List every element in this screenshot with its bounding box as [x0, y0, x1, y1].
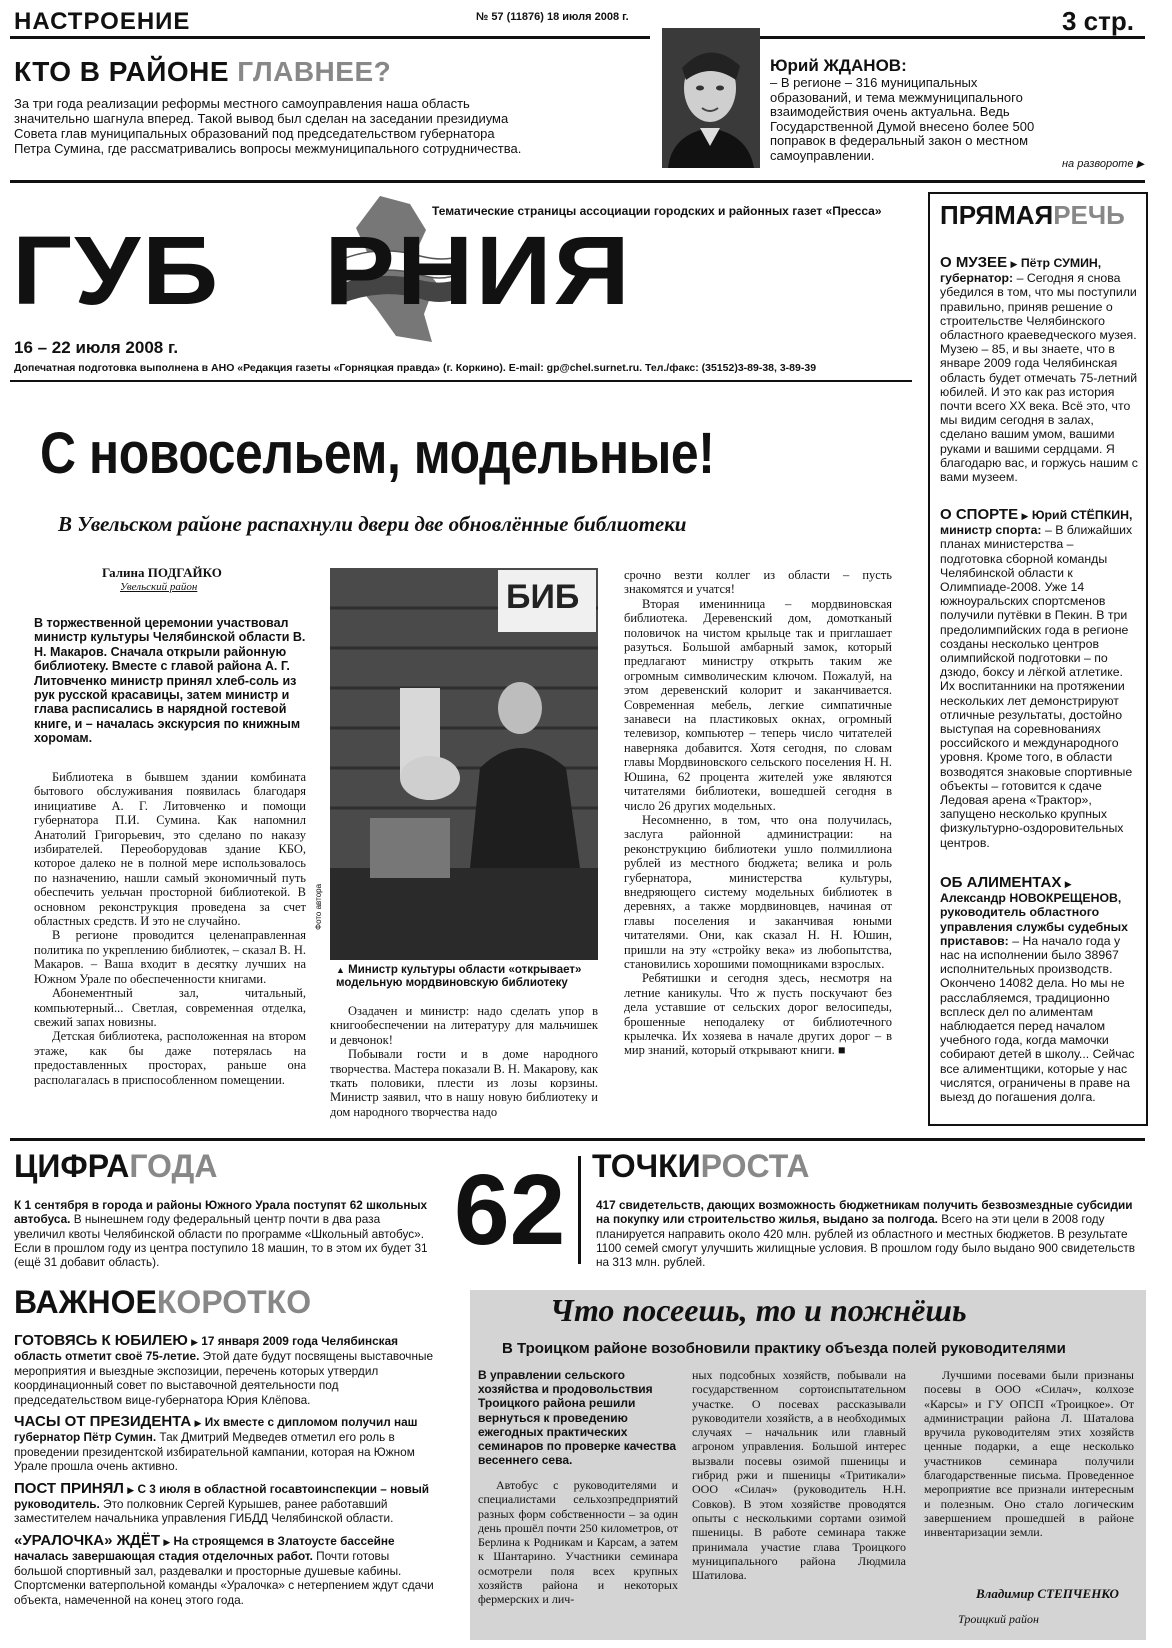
- paragraph: Библиотека в бывшем здании комбината бытового обслуживания появилась благодаря инициативе А. Г. Литовченко и помощи губернатора П.И. Сумина. Как напомнил Анатолий Григорьевич, это сделано по наказу избирателей. Переоборудовав здание КБО, которое далеко не в полной мере использовалось по назначению, нашли самый экономичный путь обеспечить уельчан просторной библиотекой. В основном реконструкция проведена за счет областных средств. И это не случайно.: [34, 770, 306, 929]
- brief-title-part1: ВАЖНОЕ: [14, 1284, 157, 1320]
- masthead-title-part2: РНИЯ: [324, 216, 632, 326]
- caption-text: Министр культуры области «открывает» модельную мордвиновскую библиотеку: [336, 964, 582, 989]
- figure-year-title: [14, 1148, 217, 1185]
- main-subhead: В Увельском районе распахнули двери две обновлённые библиотеки: [58, 512, 687, 536]
- arrow-right-icon: ▶: [1064, 879, 1072, 889]
- section-label: НАСТРОЕНИЕ: [14, 8, 191, 35]
- paragraph: Вторая именинница – мордвиновская библиотека. Деревенский дом, домотканый половичок на чистом крыльце так и приглашает разуться. Большой амбарный замок, который предлагают министру открыть таким же огромным символическим ключом. Пожалуй, на этом деревенский колорит и заканчивается. Современная мебель, легкие симпатичные занавеси на пластиковых окнах, огромный телевизор, компьютер – теперь число читателей наверняка добавится. Хотя сегодня, по словам главы Мордвиновского сельского поселения Н. Н. Юшина, 62 процента жителей уже являются читателями библиотеки, вошедшей сегодня в число 26 других модельных.: [624, 596, 892, 813]
- figure-year-title-part1: ЦИФРА: [14, 1148, 130, 1184]
- growth-title-part2: РОСТА: [700, 1148, 810, 1184]
- masthead-dates: 16 – 22 июля 2008 г.: [14, 338, 179, 357]
- direct-speech-title: [940, 200, 1125, 231]
- article-photo: [330, 568, 598, 960]
- harvest-col1: [478, 1478, 678, 1607]
- figure-year-text: [14, 1198, 434, 1269]
- brief-lead: С 3 июля в областной госавтоинспекции – новый руководитель.: [14, 1481, 430, 1512]
- masthead-credits: Допечатная подготовка выполнена в АНО «Редакция газеты «Горняцкая правда» (г. Коркино). E-mail: gp@chel.surnet.ru. Тел./факс: (35152)3-89-38, 3-89-39: [14, 362, 817, 374]
- speech-item: [940, 876, 1138, 1104]
- brief-head: ЧАСЫ ОТ ПРЕЗИДЕНТА: [14, 1413, 192, 1431]
- author-name: Галина ПОДГАЙКО: [102, 565, 222, 580]
- author-place: Увельский район: [120, 581, 198, 593]
- paragraph: Несомненно, в том, что она получилась, заслуга районной администрации: на реконструкцию библиотеки ушло полмиллиона рублей из местного бюджета; велика и роль губернатора, министерства культуры, внедряющего систему модельных библиотек в деревнях, а также мордвиновцев, начиная от главы поселения и заканчивая юными читателями. Они, как сказал Н. Н. Юшин, пришли на эту «стройку века» из любопытства, становились хорошими помощниками взрослых.: [624, 812, 892, 971]
- paragraph: Побывали гости и в доме народного творчества. Мастера показали В. Н. Макарову, как ткать половики, плести из лозы корзины. Министр заявил, что в нашу новую библиотеку и дом народного творчества надо: [330, 1047, 599, 1119]
- main-col1: [34, 770, 306, 1087]
- arrow-right-icon: ▶: [194, 1418, 202, 1429]
- figure-year-number: 62: [454, 1154, 566, 1266]
- speech-topic: О МУЗЕЕ: [940, 254, 1008, 271]
- growth-text: [596, 1198, 1136, 1269]
- harvest-place: Троицкий район: [958, 1612, 1039, 1626]
- speech-text: – Сегодня я снова убедился в том, что мы поступили правильно, приняв решение о строительстве Челябинского областного краеведческого музея. Музею – 85, и вы знаете, что в январе 2009 года Челябинская область будет отмечать 75-летний юбилей. И это как раз история почти всего XX века. Всё это, что мы видим сегодня в залах, сделано вашим умом, вашими руками и вашими сердцами. Я благодарю вас, и горжусь нашим с вами музеем.: [940, 271, 1138, 485]
- arrow-right-icon: ▶: [1010, 259, 1018, 269]
- top-lead: За три года реализации реформы местного самоуправления наша область значительно шагнула вперед. Такой вывод был сделан на заседании президиума Совета глав муниципальных образований под председательством губернатора Петра Сумина, где рассматривались вопросы межмуниципального сотрудничества.: [14, 96, 522, 156]
- more-link[interactable]: [1062, 158, 1144, 170]
- photo-sign: БИБ: [506, 578, 580, 616]
- brief-head: ПОСТ ПРИНЯЛ: [14, 1479, 124, 1497]
- paragraph: Лучшими посевами были признаны посевы в ООО «Силач», колхозе «Карсы» и ГУ ОПСП «Троицкое». От администрации района Л. Шаталова вручила руководителям этих хозяйств ценные подарки, а еще несколько участников семинара получили благодарственные письма. Проведенное мероприятие все признали интересным и полезным. Оно стало логическим завершением прошедшей в районе инвентаризации земли.: [924, 1368, 1134, 1540]
- main-col2-under: [330, 1004, 598, 1119]
- figure-year-lead: К 1 сентября в города и районы Южного Урала поступят 62 школьных автобуса.: [14, 1198, 428, 1227]
- growth-lead: 417 свидетельств, дающих возможность бюджетникам получить безвозмездные субсидии на покупку или строительство жилья, выдано за полгода.: [596, 1198, 1133, 1227]
- speech-topic: ОБ АЛИМЕНТАХ: [940, 874, 1062, 891]
- direct-speech-box: [928, 192, 1148, 1126]
- quote-name: Юрий ЖДАНОВ:: [770, 56, 907, 75]
- growth-title: [592, 1148, 809, 1185]
- masthead-tagline: Тематические страницы ассоциации городских и районных газет «Пресса»: [432, 204, 882, 218]
- harvest-headline: Что посеешь, то и пожнёшь: [550, 1292, 967, 1328]
- speech-item: [940, 256, 1138, 484]
- paragraph: Абонементный зал, читальный, компьютерный... Светлая, современная отделка, свежий запах новизны.: [34, 986, 306, 1029]
- harvest-author: Владимир СТЕПЧЕНКО: [976, 1586, 1119, 1601]
- speech-topic: О СПОРТЕ: [940, 506, 1019, 523]
- speech-text: – В ближайших планах министерства – подготовка сборной команды Челябинской области к Олимпиаде-2008. Уже 14 южноуральских спортсменов получили путёвки в Пекин. В три предолимпийских года в регионе созданы несколько центров олимпийской подготовки – по дзюдо, боксу и лёгкой атлетике. Их воспитанники на протяжении нескольких лет демонстрируют отличные результаты, достойно выступая на соревнованиях российского и международного уровня. Кроме того, в области возводятся знаковые спортивные объекты – готовится к сдаче Ледовая арена «Трактор», запущено несколько крупных физкультурно-оздоровительных центров.: [940, 523, 1133, 850]
- growth-body: Всего на эти цели в 2008 году планируется направить около 420 млн. рублей из областного и местных бюджетов. В результате 1100 семей смогут улучшить жилищные условия. В прошлом году было выдано 900 свидетельств на 313 млн. рублей.: [596, 1212, 1136, 1270]
- brief-list: [14, 1334, 434, 1607]
- paragraph: Детская библиотека, расположенная на втором этаже, как бы даже потерялась на предоставленных просторах, раньше она располагалась в приспособленном помещении.: [34, 1029, 306, 1087]
- arrow-right-icon: ▶: [191, 1337, 199, 1347]
- paragraph: В регионе проводится целенаправленная политика по укреплению библиотек, – сказал В. Н. Макаров. – Ваша входит в десятку лучших на Южном Урале по обеспеченности книгами.: [34, 928, 306, 986]
- photo-caption: [336, 964, 598, 990]
- speech-who: Пётр СУМИН, губернатор:: [940, 256, 1102, 286]
- arrow-right-icon: ▶: [127, 1484, 135, 1495]
- arrow-right-icon: ▶: [1021, 511, 1029, 521]
- harvest-col2: [692, 1368, 906, 1582]
- brief-lead: 17 января 2009 года Челябинская область отметит своё 75-летие.: [14, 1334, 399, 1364]
- speech-item: [940, 508, 1138, 850]
- triangle-icon: ▲: [336, 965, 345, 975]
- brief-lead: На строящемся в Златоусте бассейне началась завершающая стадия отделочных работ.: [14, 1533, 395, 1564]
- brief-item: [14, 1479, 434, 1526]
- arrow-right-icon: ▶: [163, 1536, 171, 1547]
- speech-who: Юрий СТЁПКИН, министр спорта:: [940, 508, 1133, 538]
- harvest-col3: [924, 1368, 1134, 1540]
- brief-item: [14, 1531, 434, 1607]
- top-headline-part2: ГЛАВНЕЕ?: [237, 56, 392, 87]
- brief-item: [14, 1334, 434, 1407]
- paragraph: Озадачен и министр: надо сделать упор в книгообеспечении на литературу для мальчишек и девчонок!: [330, 1004, 598, 1047]
- brief-lead: Их вместе с дипломом получил наш губернатор Пётр Сумин.: [14, 1415, 418, 1445]
- masthead-title-part1: ГУБ: [12, 216, 221, 326]
- paragraph: Ребятишки и сегодня здесь, несмотря на летние каникулы. Что ж пусть поскучают без дела уставшие от сельских дорог велосипеды, брошенные неподалеку от библиотечного крылечка. Их хозяева в начале других дорог – в мир знаний, который открывают книги. ■: [624, 971, 892, 1058]
- speech-who: Александр НОВОКРЕЩЕНОВ, руководитель областного управления службы судебных приставов:: [940, 891, 1129, 948]
- top-headline: [14, 56, 391, 88]
- masthead-title: [12, 216, 632, 326]
- brief-text: Это полковник Сергей Курышев, ранее работавший заместителем начальника управления ГИБДД Челябинской области.: [14, 1497, 394, 1526]
- more-link-label: на развороте: [1062, 158, 1134, 170]
- brief-head: ГОТОВЯСЬ К ЮБИЛЕЮ: [14, 1332, 188, 1349]
- harvest-subhead: В Троицком районе возобновили практику объезда полей руководителями: [502, 1340, 1066, 1357]
- main-headline: С новосельем, модельные!: [40, 421, 715, 486]
- brief-item: [14, 1415, 434, 1474]
- figure-year-body: В нынешнем году федеральный центр почти в два раза увеличил квоты Челябинской области по программе «Школьный автобус». Если в прошлом году из центра поступило 18 машин, то в этом их будет 31 (ещё 31 добавит область).: [14, 1212, 428, 1270]
- figure-year-title-part2: ГОДА: [129, 1148, 218, 1184]
- arrow-right-icon: ▶: [1136, 159, 1145, 170]
- brief-head: «УРАЛОЧКА» ЖДЁТ: [14, 1531, 161, 1549]
- brief-title-part2: КОРОТКО: [156, 1284, 312, 1320]
- direct-speech-title-part1: ПРЯМАЯ: [940, 200, 1054, 230]
- speech-text: – На начало года у нас на исполнении было 38967 исполнительных производств. Окончено 14082 дела. Но мы не расслабляемся, традиционно всплеск дел по алиментам наблюдается перед началом учебного года, когда мамочки собирают детей в школу... Сейчас все алиментщики, которые у нас числятся, ограничены в праве на выезд до погашения долга.: [940, 933, 1135, 1105]
- brief-title: [14, 1284, 311, 1321]
- brief-text: Так Дмитрий Медведев отметил его роль в проведении президентской избирательной кампании, которая на Южном Урале прошла очень активно.: [14, 1430, 415, 1474]
- brief-text: Почти готовы большой спортивный зал, раздевалки и просторные душевые кабины. Спортсменки ватерпольной команды «Уралочка» с нетерпением ждут сдачи объекта, намеченной на конец этого года.: [14, 1549, 434, 1607]
- quote-text: – В регионе – 316 муниципальных образований, и тема межмуниципального взаимодействия очень актуальна. Ведь Государственной Думой внесено более 500 поправок в федеральный закон о местном самоуправлении.: [770, 75, 1035, 163]
- top-headline-part1: КТО В РАЙОНЕ: [14, 56, 238, 87]
- portrait-photo: [662, 28, 760, 168]
- paragraph: Автобус с руководителями и специалистами сельхозпредприятий разных форм собственности – за один день прошёл почти 250 километров, от Берлина к Родникам и Карсам, а затем к Шантарино. Участники семинара осмотрели поля всех крупных хозяйств района и некоторых фермерских и лич-: [478, 1478, 678, 1607]
- harvest-lead: В управлении сельского хозяйства и продовольствия Троицкого района решили вернуться к проведению ежегодных практических семинаров по проверке качества весеннего сева.: [478, 1368, 677, 1468]
- main-col3: [624, 568, 892, 1058]
- main-lead: В торжественной церемонии участвовал министр культуры Челябинской области В. Н. Макаров. Сначала открыли районную библиотеку. Вместе с главой района А. Г. Литовченко министр принял хлеб-соль из рук русской красавицы, затем министр и глава расписались в нарядной гостевой книге, и – началась экскурсия по книжным хоромам.: [34, 616, 306, 746]
- paragraph: ных подсобных хозяйств, побывали на государственном сортоиспытательном участке. О посевах рассказывали руководители хозяйств, а в необходимых случаях – начальник или главный агроном управления. Большой интерес вызвали посевы озимой пшеницы и гибрид ржи и пшеницы «Тритикали» ООО «Силач» (руководитель Н.Н. Совков). В этом хозяйстве проводятся опыты с несколькими сортами озимой пшеницы. В работе семинара также принимала участие глава Троицкого муниципального района Людмила Шатилова.: [692, 1368, 906, 1583]
- page-number: 3 стр.: [1062, 6, 1134, 36]
- brief-text: Этой дате будут посвящены выставочные мероприятия и выездные экспозиции, перечень которых утвердил координационный совет по выставочной деятельности под председательством вице-губернатора Юрия Клёпова.: [14, 1349, 434, 1407]
- paragraph: срочно везти коллег из области – пусть знакомятся и учатся!: [624, 568, 892, 597]
- direct-speech-title-part2: РЕЧЬ: [1053, 200, 1125, 230]
- photo-credit: Фото автора: [314, 883, 323, 930]
- growth-title-part1: ТОЧКИ: [592, 1148, 701, 1184]
- issue-info: № 57 (11876) 18 июля 2008 г.: [476, 11, 629, 23]
